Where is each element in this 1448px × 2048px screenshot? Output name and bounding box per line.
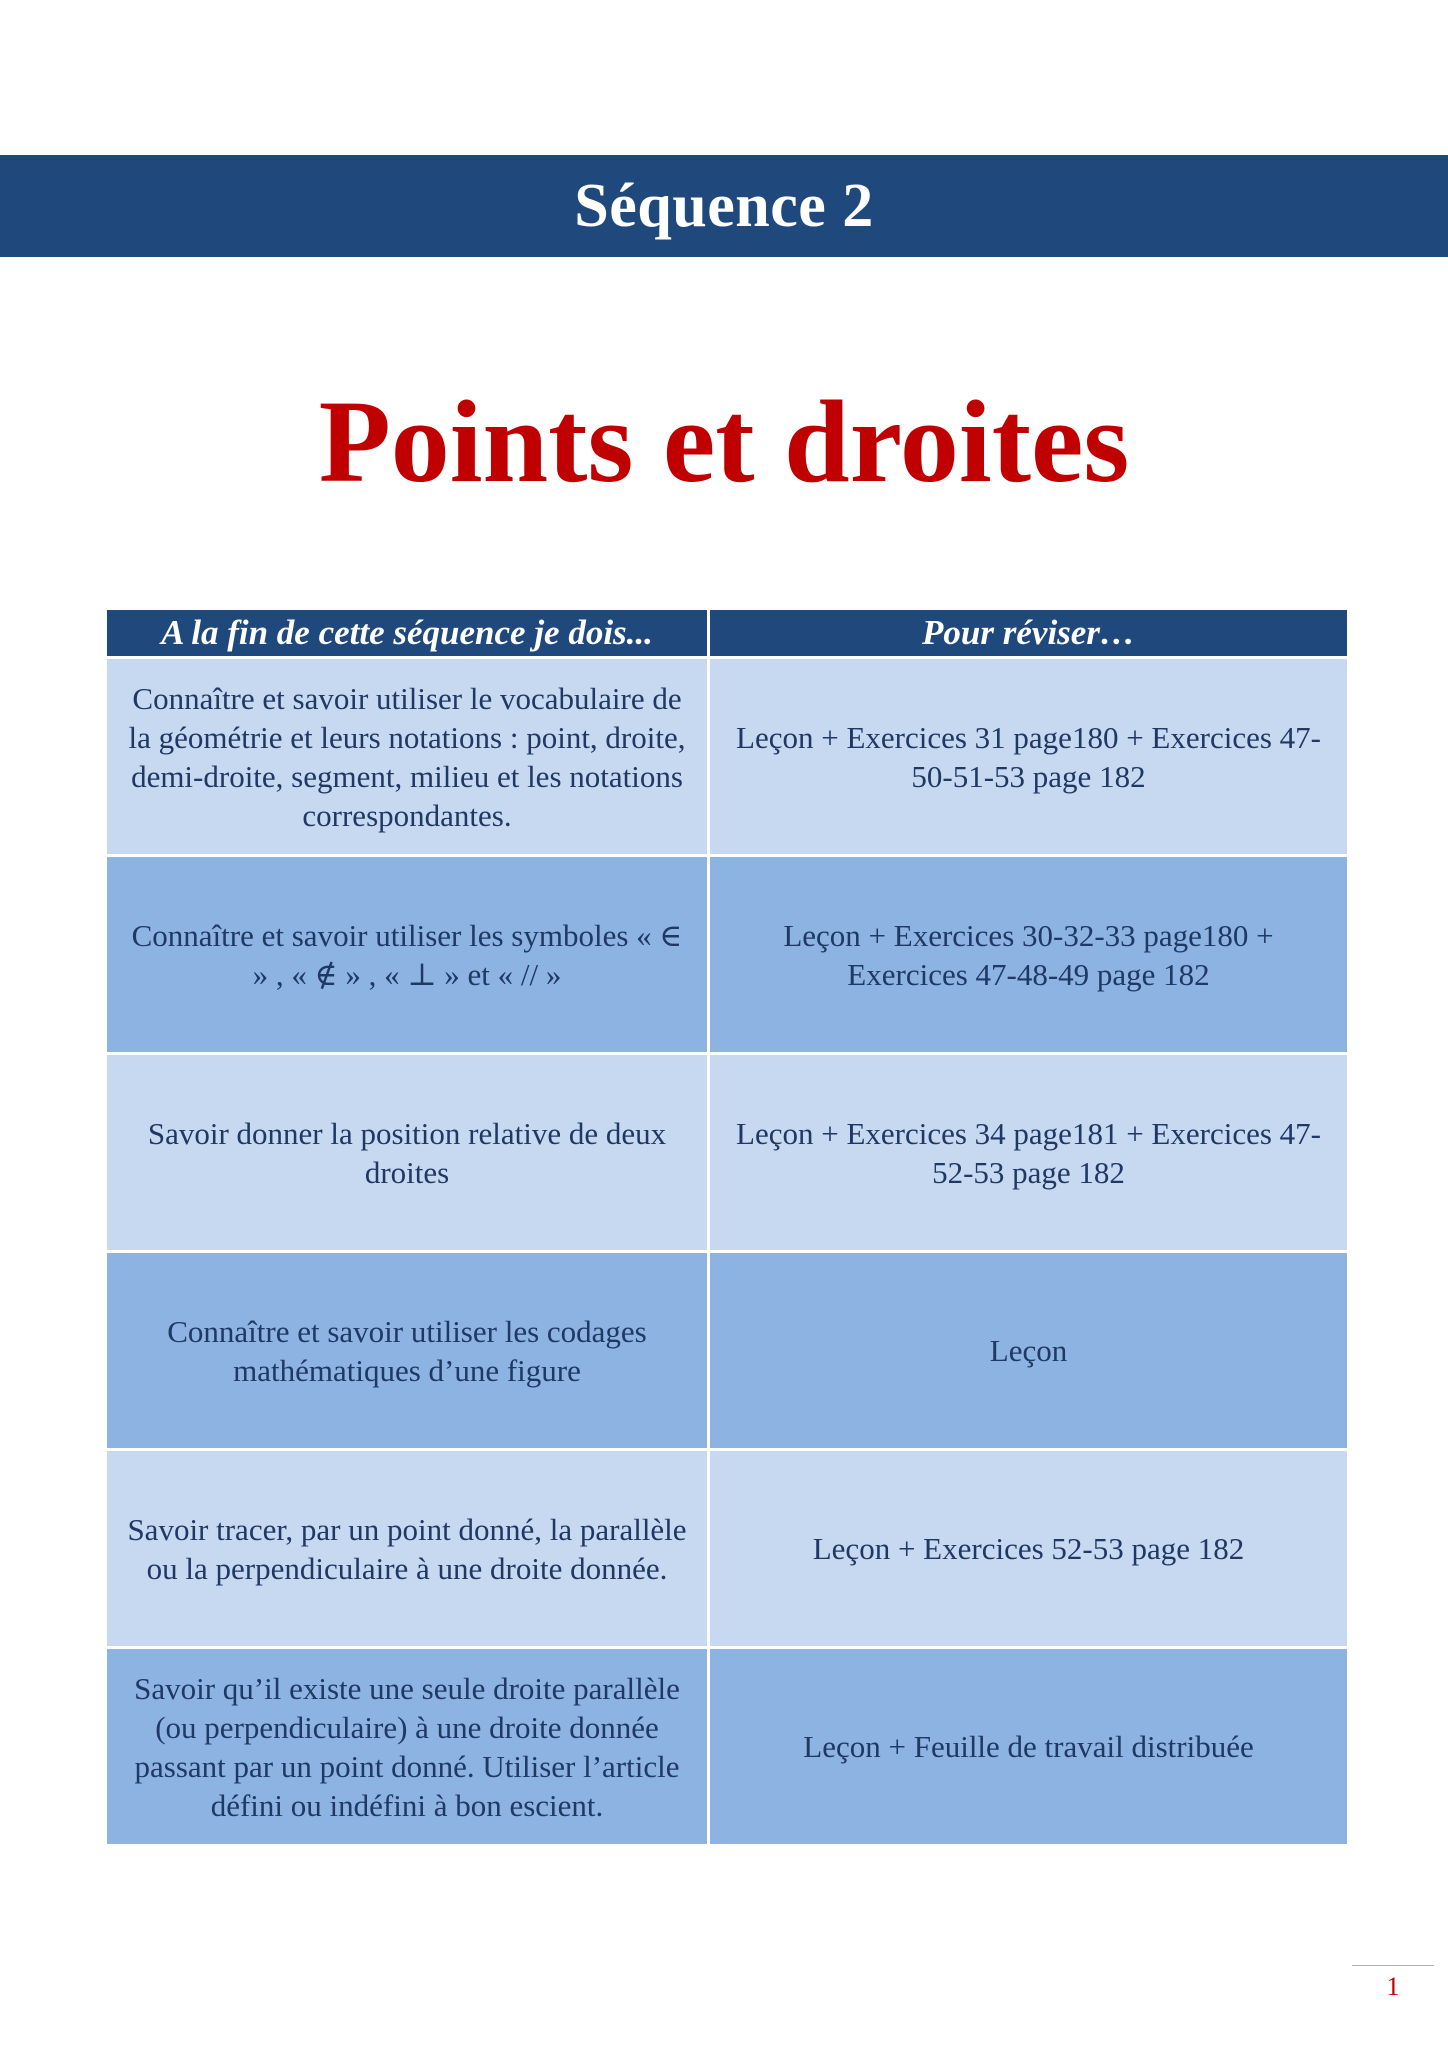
objective-cell: Connaître et savoir utiliser le vocabulaire de la géométrie et leurs notations : point, droite, demi-droite, segment, milieu et les notations correspondantes.	[106, 658, 709, 856]
review-cell: Leçon + Exercices 34 page181 + Exercices 47-52-53 page 182	[709, 1054, 1349, 1252]
table-header-row	[106, 609, 1349, 658]
table-row	[106, 1252, 1349, 1450]
table-row	[106, 1054, 1349, 1252]
review-cell: Leçon + Exercices 52-53 page 182	[709, 1450, 1349, 1648]
objectives-table	[104, 607, 1350, 1847]
table-row	[106, 856, 1349, 1054]
review-cell: Leçon	[709, 1252, 1349, 1450]
footer-divider	[1352, 1965, 1434, 1966]
page-title: Points et droites	[318, 376, 1130, 507]
objective-cell: Connaître et savoir utiliser les codages mathématiques d’une figure	[106, 1252, 709, 1450]
sequence-label: Séquence 2	[574, 171, 874, 240]
table-row	[106, 658, 1349, 856]
objective-cell: Savoir tracer, par un point donné, la parallèle ou la perpendiculaire à une droite donnée.	[106, 1450, 709, 1648]
objective-cell: Savoir qu’il existe une seule droite parallèle (ou perpendiculaire) à une droite donnée passant par un point donné. Utiliser l’article défini ou indéfini à bon escient.	[106, 1648, 709, 1846]
table-row	[106, 1450, 1349, 1648]
objective-cell: Savoir donner la position relative de deux droites	[106, 1054, 709, 1252]
objective-column-header: A la fin de cette séquence je dois...	[106, 609, 709, 658]
table-row	[106, 1648, 1349, 1846]
objective-cell: Connaître et savoir utiliser les symboles « ∈ » , « ∉ » , « ⊥ » et « // »	[106, 856, 709, 1054]
page-number: 1	[1386, 1972, 1400, 2001]
review-cell: Leçon + Exercices 31 page180 + Exercices 47-50-51-53 page 182	[709, 658, 1349, 856]
sequence-banner	[0, 155, 1448, 257]
review-column-header: Pour réviser…	[709, 609, 1349, 658]
review-cell: Leçon + Feuille de travail distribuée	[709, 1648, 1349, 1846]
review-cell: Leçon + Exercices 30-32-33 page180 + Exercices 47-48-49 page 182	[709, 856, 1349, 1054]
